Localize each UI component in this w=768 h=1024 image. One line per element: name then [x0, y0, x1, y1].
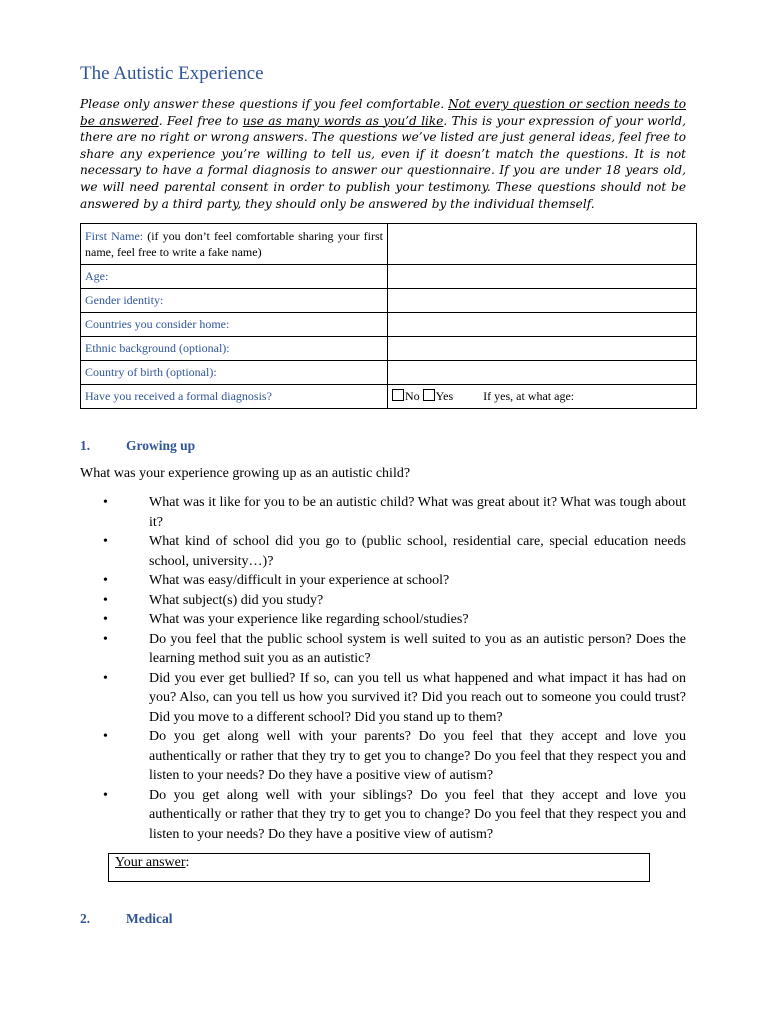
question-text: Did you ever get bullied? If so, can you tell us what happened and what impact it has had on you? Also, can you tell us how you survived it? Did you reach out to someone you could trust? Did you move to a different school? Did you stand up to them?: [149, 670, 686, 725]
countries-label: Countries you consider home:: [81, 313, 388, 337]
ethnic-label: Ethnic background (optional):: [81, 337, 388, 361]
list-item: [80, 630, 686, 669]
list-item: [80, 493, 686, 532]
section-number: 2.: [80, 911, 91, 926]
age-row: [81, 265, 697, 289]
intro-underlined-2: use as many words as you’d like: [242, 113, 444, 128]
no-checkbox[interactable]: [392, 389, 404, 401]
section-title: Growing up: [126, 438, 196, 453]
list-item: [80, 591, 686, 611]
age-label: Age:: [81, 265, 388, 289]
age-field[interactable]: [388, 265, 697, 289]
birth-country-row: [81, 361, 697, 385]
bullet-icon: •: [103, 729, 108, 744]
diagnosis-row: [81, 385, 697, 409]
no-label: No: [405, 389, 420, 403]
intro-underlined-1: Not every question or section needs to be answered: [80, 97, 686, 128]
personal-info-table: [80, 223, 697, 409]
answer-colon: :: [185, 855, 190, 870]
countries-field[interactable]: [388, 313, 697, 337]
gender-field[interactable]: [388, 289, 697, 313]
question-text: What kind of school did you go to (public school, residential care, special education needs school, university…)?: [149, 534, 686, 569]
bullet-icon: •: [103, 573, 108, 588]
intro-paragraph: [80, 96, 686, 212]
growing-up-questions: [80, 493, 686, 844]
gender-label: Gender identity:: [81, 289, 388, 313]
first-name-field[interactable]: [388, 224, 697, 265]
yes-checkbox[interactable]: [423, 389, 435, 401]
answer-label: Your answer: [115, 855, 186, 870]
birth-country-field[interactable]: [388, 361, 697, 385]
birth-country-label: Country of birth (optional):: [81, 361, 388, 385]
list-item: [80, 610, 686, 630]
first-name-note: (if you don’t feel comfortable sharing your first name, feel free to write a fake name): [85, 229, 384, 259]
question-text: What was your experience like regarding school/studies?: [149, 612, 469, 627]
intro-text-3: . This is your expression of your world, there are no right or wrong answers. The questions we’ve listed are just general ideas, feel free to share any experience you’re willing to tell us, even if it doesn’t match the questions. It is not necessary to have a formal diagnosis to answer our questionnaire. If you are under 18 years old, we will need parental consent in order to publish your testimony. These questions should not be answered by a third party, they should only be answered by the individual themself.: [80, 113, 686, 211]
bullet-icon: •: [103, 534, 108, 549]
section-heading-growing-up: [80, 438, 195, 454]
yes-label: Yes: [435, 389, 454, 403]
list-item: [80, 727, 686, 786]
question-text: What was it like for you to be an autistic child? What was great about it? What was tough about it?: [149, 495, 686, 530]
list-item: [80, 786, 686, 845]
document-title: The Autistic Experience: [80, 63, 264, 84]
diagnosis-label: Have you received a formal diagnosis?: [81, 385, 388, 409]
section-heading-medical: [80, 911, 173, 927]
section-title: Medical: [126, 911, 173, 926]
question-text: What subject(s) did you study?: [149, 592, 324, 608]
question-text: Do you get along well with your siblings? Do you feel that they accept and love you authentically or rather that they try to get you to change? Do you feel that they respect you and listen to your needs? Do they have a positive view of autism?: [149, 787, 686, 842]
growing-up-lead: What was your experience growing up as an autistic child?: [80, 466, 411, 481]
bullet-icon: •: [103, 495, 108, 510]
bullet-icon: •: [103, 612, 108, 627]
first-name-row: [81, 224, 697, 265]
section-number: 1.: [80, 438, 91, 453]
first-name-label: First Name:: [85, 229, 144, 243]
list-item: [80, 571, 686, 591]
diagnosis-age-label: If yes, at what age:: [483, 389, 575, 403]
intro-text-2: . Feel free to: [158, 113, 243, 128]
answer-box[interactable]: [108, 853, 650, 882]
bullet-icon: •: [103, 592, 108, 608]
diagnosis-options: [388, 385, 697, 409]
question-text: Do you feel that the public school system is well suited to you as an autistic person? Does the learning method suit you as an autistic?: [149, 631, 686, 666]
gender-row: [81, 289, 697, 313]
bullet-icon: •: [103, 631, 108, 647]
list-item: [80, 532, 686, 571]
first-name-label-cell: [81, 224, 388, 265]
ethnic-row: [81, 337, 697, 361]
countries-row: [81, 313, 697, 337]
intro-text-1: Please only answer these questions if you feel comfortable.: [80, 97, 449, 111]
bullet-icon: •: [103, 670, 108, 686]
question-text: Do you get along well with your parents? Do you feel that they accept and love you authentically or rather that they try to get you to change? Do you feel that they respect you and listen to your needs? Do they have a positive view of autism?: [149, 729, 686, 783]
question-text: What was easy/difficult in your experience at school?: [149, 573, 450, 588]
list-item: [80, 669, 686, 728]
ethnic-field[interactable]: [388, 337, 697, 361]
bullet-icon: •: [103, 787, 108, 803]
